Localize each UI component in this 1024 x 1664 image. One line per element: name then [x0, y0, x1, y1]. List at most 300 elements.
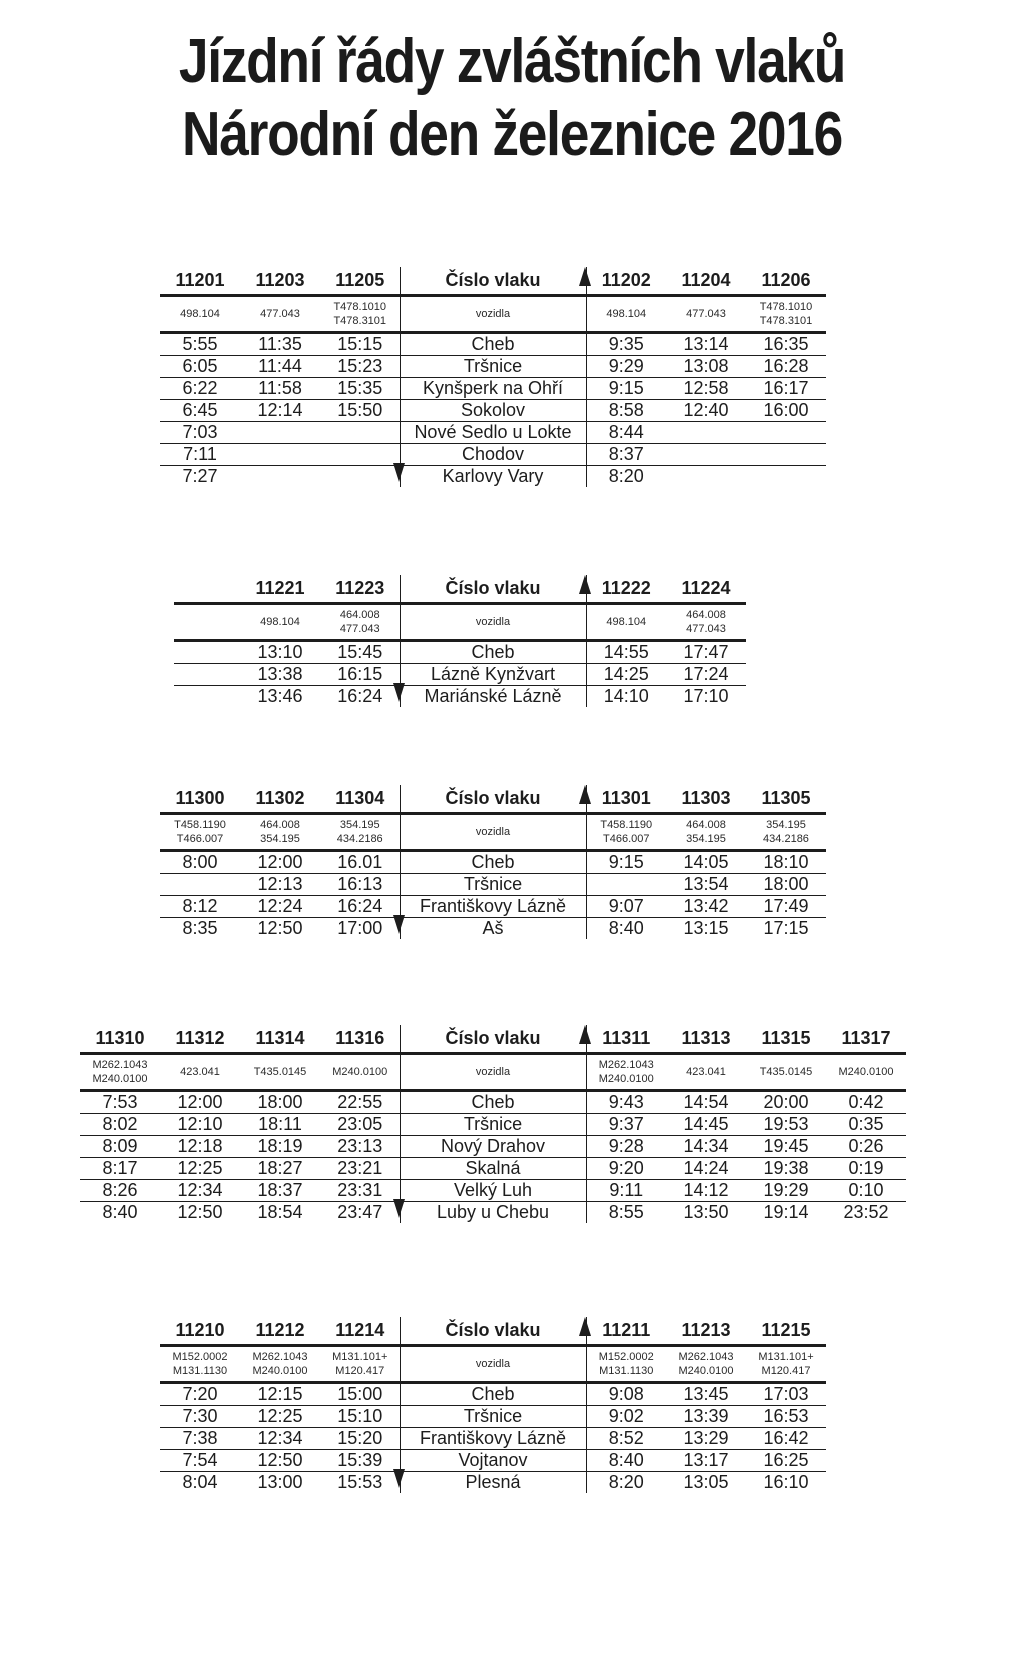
- vehicles-label: vozidla: [400, 604, 586, 641]
- vehicle-type: M131.101+: [332, 1350, 388, 1363]
- page-title: [72, 26, 953, 171]
- spacer-cell: [174, 664, 240, 686]
- departure-time-cell: 8:00: [160, 851, 240, 874]
- vehicle-type: M240.0100: [332, 1065, 388, 1078]
- departure-time-cell: 8:40: [586, 1450, 666, 1472]
- station-cell: Tršnice: [400, 356, 586, 378]
- departure-time-cell: 18:11: [240, 1114, 320, 1136]
- departure-time-cell: 16:10: [763, 1472, 809, 1493]
- up-arrow-icon: [579, 785, 591, 804]
- station-cell: Tršnice: [400, 874, 586, 896]
- station-cell: Cheb: [400, 1383, 586, 1406]
- departure-time-cell: 12:00: [160, 1091, 240, 1114]
- train-number: 11300: [160, 785, 240, 814]
- train-number: 11211: [586, 1317, 666, 1346]
- departure-time-cell: 8:12: [160, 896, 240, 918]
- departure-time-cell: 0:35: [826, 1114, 906, 1136]
- departure-time-cell: 17:03: [746, 1383, 826, 1406]
- table-header-row: [80, 1025, 906, 1054]
- departure-time-cell: 14:55: [586, 641, 666, 664]
- train-number: 11223: [320, 575, 400, 604]
- vehicle-type: 423.041: [180, 1065, 220, 1078]
- departure-time-cell: 7:11: [160, 444, 240, 466]
- departure-time-cell: 17:24: [666, 664, 746, 686]
- departure-time-cell: 18:27: [240, 1158, 320, 1180]
- station-cell: Chodov: [400, 444, 586, 466]
- table-row: [160, 466, 826, 488]
- departure-time-cell: 13:05: [683, 1472, 729, 1493]
- departure-time-cell: 7:27: [182, 466, 218, 487]
- vehicle-cell: [320, 604, 400, 641]
- vehicle-type: 464.008: [686, 818, 726, 831]
- table-row: [174, 664, 746, 686]
- vehicle-type: 434.2186: [336, 833, 383, 846]
- departure-time-cell: 12:40: [666, 400, 746, 422]
- departure-time-cell: 15:10: [320, 1406, 400, 1428]
- vehicle-cell: [666, 296, 746, 333]
- timetable: [160, 267, 826, 487]
- departure-time-cell: [320, 466, 400, 488]
- train-number: 11311: [586, 1025, 666, 1054]
- down-arrow-icon: [393, 1199, 405, 1218]
- departure-time-cell: 8:09: [80, 1136, 160, 1158]
- vehicle-type: 354.195: [260, 833, 300, 846]
- station-cell: Cheb: [400, 333, 586, 356]
- station-cell: Lázně Kynžvart: [400, 664, 586, 686]
- departure-time-cell: 13:46: [257, 686, 303, 707]
- station-cell: Nové Sedlo u Lokte: [400, 422, 586, 444]
- vehicle-cell: [586, 296, 666, 333]
- departure-time-cell: 12:24: [240, 896, 320, 918]
- departure-time-cell: 13:08: [666, 356, 746, 378]
- departure-time-cell: 8:20: [608, 1472, 644, 1493]
- vehicle-type: 498.104: [260, 615, 300, 628]
- train-number: 11213: [666, 1317, 746, 1346]
- departure-time-cell: 15:23: [320, 356, 400, 378]
- station-cell: Františkovy Lázně: [400, 896, 586, 918]
- vehicle-type: T478.3101: [333, 315, 387, 328]
- departure-time-cell: 16:00: [746, 400, 826, 422]
- departure-time-cell: 0:10: [826, 1180, 906, 1202]
- table-row: [160, 356, 826, 378]
- departure-time-cell: 23:05: [320, 1114, 400, 1136]
- train-number: 11205: [320, 267, 400, 296]
- departure-time-cell: 8:26: [80, 1180, 160, 1202]
- departure-time-cell: 16:15: [320, 664, 400, 686]
- vehicle-cell: [586, 604, 666, 641]
- train-number: 11201: [160, 267, 240, 296]
- departure-time-cell: 13:17: [666, 1450, 746, 1472]
- table-row: [160, 918, 826, 940]
- train-number: 11203: [240, 267, 320, 296]
- timetable: [174, 575, 746, 707]
- table-row: [80, 1136, 906, 1158]
- page-title-line1: Jízdní řády zvláštních vlaků: [178, 27, 846, 96]
- train-number: 11303: [666, 785, 746, 814]
- vehicle-type: M240.0100: [252, 1365, 308, 1378]
- vehicles-label: vozidla: [400, 814, 586, 851]
- train-number-label: Číslo vlaku: [400, 1317, 586, 1346]
- departure-time-cell: 7:53: [80, 1091, 160, 1114]
- table-row: [160, 400, 826, 422]
- vehicle-type: M131.1130: [172, 1365, 228, 1378]
- vehicle-type: M262.1043: [252, 1350, 308, 1363]
- departure-time-cell: 14:24: [666, 1158, 746, 1180]
- departure-time-cell: 20:00: [746, 1091, 826, 1114]
- station-cell: Františkovy Lázně: [400, 1428, 586, 1450]
- vehicle-cell: [160, 1054, 240, 1091]
- departure-time-cell: [666, 444, 746, 466]
- vehicle-type: 354.195: [686, 833, 726, 846]
- timetable-grid: [160, 1317, 826, 1493]
- vehicle-cell: [160, 1346, 240, 1383]
- train-number-label: Číslo vlaku: [400, 267, 586, 296]
- train-number: 11316: [320, 1025, 400, 1054]
- train-number: 11315: [746, 1025, 826, 1054]
- departure-time-cell: 6:05: [160, 356, 240, 378]
- departure-time-cell: 16:42: [746, 1428, 826, 1450]
- departure-time-cell: [320, 422, 400, 444]
- departure-time-cell: 7:20: [160, 1383, 240, 1406]
- station-cell: Mariánské Lázně: [400, 686, 586, 708]
- departure-time-cell: 15:35: [320, 378, 400, 400]
- vehicle-cell: [746, 1346, 826, 1383]
- vehicle-cell: [666, 1346, 746, 1383]
- vehicle-type: T478.1010: [333, 300, 387, 313]
- departure-time-cell: 7:54: [160, 1450, 240, 1472]
- departure-time-cell: 19:29: [746, 1180, 826, 1202]
- vehicle-cell: [666, 1054, 746, 1091]
- departure-time-cell: 9:20: [586, 1158, 666, 1180]
- departure-time-cell: [320, 444, 400, 466]
- vehicle-cell: [320, 1054, 400, 1091]
- departure-time-cell: 23:21: [320, 1158, 400, 1180]
- vehicle-type: M131.101+: [758, 1350, 814, 1363]
- departure-time-cell: 17:15: [763, 918, 809, 939]
- departure-time-cell: [746, 422, 826, 444]
- departure-time-cell: 13:38: [240, 664, 320, 686]
- departure-time-cell: 14:54: [666, 1091, 746, 1114]
- departure-time-cell: 9:28: [586, 1136, 666, 1158]
- departure-time-cell: 11:58: [240, 378, 320, 400]
- departure-time-cell: 15:45: [320, 641, 400, 664]
- station-cell: Cheb: [400, 641, 586, 664]
- departure-time-cell: 9:15: [586, 378, 666, 400]
- departure-time-cell: 17:00: [337, 918, 383, 939]
- departure-time-cell: [666, 422, 746, 444]
- train-number: 11204: [666, 267, 746, 296]
- vehicle-type: 498.104: [180, 307, 220, 320]
- departure-time-cell: 9:35: [586, 333, 666, 356]
- table-row: [160, 1383, 826, 1406]
- train-number: 11202: [586, 267, 666, 296]
- train-number: 11312: [160, 1025, 240, 1054]
- vehicle-cell: [320, 1346, 400, 1383]
- vehicle-type: T466.007: [603, 833, 650, 846]
- timetable-grid: [80, 1025, 906, 1223]
- spacer-cell: [174, 686, 240, 708]
- vehicle-cell: [746, 296, 826, 333]
- table-row: [80, 1091, 906, 1114]
- train-number: 11206: [746, 267, 826, 296]
- departure-time-cell: [240, 444, 320, 466]
- table-row: [160, 851, 826, 874]
- departure-time-cell: 14:05: [666, 851, 746, 874]
- table-row: [160, 1472, 826, 1494]
- station-cell: Cheb: [400, 1091, 586, 1114]
- departure-time-cell: [586, 874, 666, 896]
- vehicle-cell: [160, 814, 240, 851]
- timetable: [160, 1317, 826, 1493]
- departure-time-cell: 7:30: [160, 1406, 240, 1428]
- down-arrow-icon: [393, 463, 405, 482]
- vehicle-type: T435.0145: [253, 1065, 307, 1078]
- departure-time-cell: 16:35: [746, 333, 826, 356]
- train-number: 11304: [320, 785, 400, 814]
- vehicle-type: M240.0100: [678, 1365, 734, 1378]
- departure-time-cell: 13:54: [666, 874, 746, 896]
- down-arrow-icon: [393, 683, 405, 702]
- timetable-grid: [160, 267, 826, 487]
- departure-time-cell: 8:44: [586, 422, 666, 444]
- vehicle-type: 477.043: [339, 623, 380, 636]
- departure-time-cell: 18:10: [746, 851, 826, 874]
- departure-time-cell: 16:53: [746, 1406, 826, 1428]
- departure-time-cell: [240, 422, 320, 444]
- train-number: 11302: [240, 785, 320, 814]
- table-row: [80, 1114, 906, 1136]
- departure-time-cell: 15:20: [320, 1428, 400, 1450]
- departure-time-cell: 9:11: [586, 1180, 666, 1202]
- vehicle-cell: [746, 1054, 826, 1091]
- train-number: 11215: [746, 1317, 826, 1346]
- departure-time-cell: 14:25: [586, 664, 666, 686]
- departure-time-cell: 12:13: [240, 874, 320, 896]
- down-arrow-icon: [393, 915, 405, 934]
- table-header-row: [160, 267, 826, 296]
- departure-time-cell: 18:00: [240, 1091, 320, 1114]
- departure-time-cell: 13:42: [666, 896, 746, 918]
- departure-time-cell: 16:24: [337, 686, 383, 707]
- train-number: 11210: [160, 1317, 240, 1346]
- spacer-cell: [174, 575, 240, 604]
- vehicle-type: M152.0002: [598, 1350, 654, 1363]
- departure-time-cell: 16:24: [320, 896, 400, 918]
- vehicle-cell: [160, 296, 240, 333]
- departure-time-cell: 8:40: [608, 918, 644, 939]
- train-number: 11212: [240, 1317, 320, 1346]
- departure-time-cell: 9:02: [586, 1406, 666, 1428]
- vehicle-cell: [240, 1346, 320, 1383]
- departure-time-cell: 8:58: [586, 400, 666, 422]
- train-number: 11224: [666, 575, 746, 604]
- departure-time-cell: 9:37: [586, 1114, 666, 1136]
- departure-time-cell: 6:45: [160, 400, 240, 422]
- vehicles-row: [160, 1346, 826, 1383]
- table-row: [80, 1180, 906, 1202]
- table-row: [160, 1428, 826, 1450]
- table-row: [174, 686, 746, 708]
- vehicle-cell: [240, 296, 320, 333]
- vehicle-cell: [80, 1054, 160, 1091]
- train-number-label: Číslo vlaku: [400, 575, 586, 604]
- departure-time-cell: 13:10: [240, 641, 320, 664]
- vehicles-label: vozidla: [400, 1054, 586, 1091]
- departure-time-cell: 9:07: [586, 896, 666, 918]
- vehicle-cell: [666, 814, 746, 851]
- departure-time-cell: 9:29: [586, 356, 666, 378]
- train-number: 11314: [240, 1025, 320, 1054]
- down-arrow-icon: [393, 1469, 405, 1488]
- departure-time-cell: 17:47: [666, 641, 746, 664]
- vehicle-cell: [240, 604, 320, 641]
- vehicle-type: M152.0002: [172, 1350, 228, 1363]
- vehicle-type: 354.195: [339, 818, 380, 831]
- departure-time-cell: 8:17: [80, 1158, 160, 1180]
- departure-time-cell: 16:25: [746, 1450, 826, 1472]
- departure-time-cell: 23:52: [843, 1202, 889, 1223]
- departure-time-cell: 9:43: [586, 1091, 666, 1114]
- departure-time-cell: 23:47: [337, 1202, 383, 1223]
- table-header-row: [160, 1317, 826, 1346]
- departure-time-cell: 8:20: [608, 466, 644, 487]
- table-row: [160, 378, 826, 400]
- vehicle-type: 477.043: [686, 307, 726, 320]
- departure-time-cell: 16:13: [320, 874, 400, 896]
- departure-time-cell: 0:42: [826, 1091, 906, 1114]
- vehicle-type: 498.104: [606, 307, 647, 320]
- departure-time-cell: 18:37: [240, 1180, 320, 1202]
- station-cell: Tršnice: [400, 1406, 586, 1428]
- departure-time-cell: 12:50: [240, 1450, 320, 1472]
- train-number: 11313: [666, 1025, 746, 1054]
- vehicles-row: [80, 1054, 906, 1091]
- departure-time-cell: 22:55: [320, 1091, 400, 1114]
- departure-time-cell: 15:53: [337, 1472, 383, 1493]
- departure-time-cell: 12:18: [160, 1136, 240, 1158]
- vehicle-type: M262.1043: [92, 1058, 148, 1071]
- departure-time-cell: 13:39: [666, 1406, 746, 1428]
- timetable: [80, 1025, 906, 1223]
- train-number: 11221: [240, 575, 320, 604]
- vehicle-cell: [666, 604, 746, 641]
- vehicle-type: 354.195: [766, 818, 806, 831]
- station-cell: Tršnice: [400, 1114, 586, 1136]
- vehicle-type: 464.008: [260, 818, 300, 831]
- vehicle-type: 477.043: [260, 307, 300, 320]
- train-number: 11222: [586, 575, 666, 604]
- departure-time-cell: 16:17: [746, 378, 826, 400]
- departure-time-cell: 17:49: [746, 896, 826, 918]
- departure-time-cell: 8:35: [182, 918, 218, 939]
- table-row: [80, 1158, 906, 1180]
- departure-time-cell: 19:53: [746, 1114, 826, 1136]
- departure-time-cell: 14:12: [666, 1180, 746, 1202]
- table-row: [160, 444, 826, 466]
- station-cell: Nový Drahov: [400, 1136, 586, 1158]
- departure-time-cell: 13:00: [257, 1472, 303, 1493]
- departure-time-cell: 8:55: [608, 1202, 644, 1223]
- departure-time-cell: 12:50: [177, 1202, 223, 1223]
- station-cell: Vojtanov: [400, 1450, 586, 1472]
- vehicle-type: T458.1190: [600, 818, 653, 831]
- table-header-row: [174, 575, 746, 604]
- departure-time-cell: 8:02: [80, 1114, 160, 1136]
- train-number-label: Číslo vlaku: [400, 1025, 586, 1054]
- vehicle-type: 464.008: [339, 608, 380, 621]
- station-cell: Velký Luh: [400, 1180, 586, 1202]
- departure-time-cell: 18:19: [240, 1136, 320, 1158]
- vehicle-cell: [586, 1346, 666, 1383]
- departure-time-cell: [746, 466, 826, 488]
- vehicles-row: [174, 604, 746, 641]
- station-cell: Skalná: [400, 1158, 586, 1180]
- departure-time-cell: [240, 466, 320, 488]
- vehicles-row: [160, 814, 826, 851]
- vehicles-label: vozidla: [400, 296, 586, 333]
- departure-time-cell: [160, 874, 240, 896]
- departure-time-cell: 14:10: [603, 686, 649, 707]
- departure-time-cell: 0:19: [826, 1158, 906, 1180]
- timetable-grid: [174, 575, 746, 707]
- up-arrow-icon: [579, 1025, 591, 1044]
- vehicle-cell: [320, 296, 400, 333]
- table-row: [160, 896, 826, 918]
- departure-time-cell: 15:39: [320, 1450, 400, 1472]
- departure-time-cell: 12:34: [240, 1428, 320, 1450]
- departure-time-cell: 7:03: [160, 422, 240, 444]
- vehicle-cell: [586, 1054, 666, 1091]
- departure-time-cell: 18:54: [257, 1202, 303, 1223]
- train-number: 11214: [320, 1317, 400, 1346]
- departure-time-cell: 7:38: [160, 1428, 240, 1450]
- departure-time-cell: 13:15: [683, 918, 729, 939]
- departure-time-cell: 19:45: [746, 1136, 826, 1158]
- up-arrow-icon: [579, 267, 591, 286]
- train-number: 11305: [746, 785, 826, 814]
- departure-time-cell: 11:35: [240, 333, 320, 356]
- vehicle-cell: [586, 814, 666, 851]
- departure-time-cell: 13:45: [666, 1383, 746, 1406]
- vehicle-type: T478.3101: [759, 315, 813, 328]
- departure-time-cell: 12:34: [160, 1180, 240, 1202]
- timetable-grid: [160, 785, 826, 939]
- train-number: 11301: [586, 785, 666, 814]
- vehicle-type: T466.007: [176, 833, 224, 846]
- departure-time-cell: 17:10: [683, 686, 729, 707]
- departure-time-cell: 11:44: [240, 356, 320, 378]
- departure-time-cell: 12:58: [666, 378, 746, 400]
- vehicle-type: 477.043: [686, 623, 726, 636]
- vehicle-type: M240.0100: [838, 1065, 894, 1078]
- vehicle-cell: [746, 814, 826, 851]
- departure-time-cell: 8:52: [586, 1428, 666, 1450]
- vehicle-type: T478.1010: [759, 300, 813, 313]
- station-cell: Luby u Chebu: [400, 1202, 586, 1224]
- vehicle-type: M120.417: [335, 1365, 385, 1378]
- departure-time-cell: [666, 466, 746, 488]
- departure-time-cell: 13:14: [666, 333, 746, 356]
- station-cell: Aš: [400, 918, 586, 940]
- departure-time-cell: 23:13: [320, 1136, 400, 1158]
- vehicles-row: [160, 296, 826, 333]
- table-row: [174, 641, 746, 664]
- up-arrow-icon: [579, 575, 591, 594]
- departure-time-cell: 12:10: [160, 1114, 240, 1136]
- train-number: 11317: [826, 1025, 906, 1054]
- vehicle-type: 464.008: [686, 608, 726, 621]
- departure-time-cell: 13:29: [666, 1428, 746, 1450]
